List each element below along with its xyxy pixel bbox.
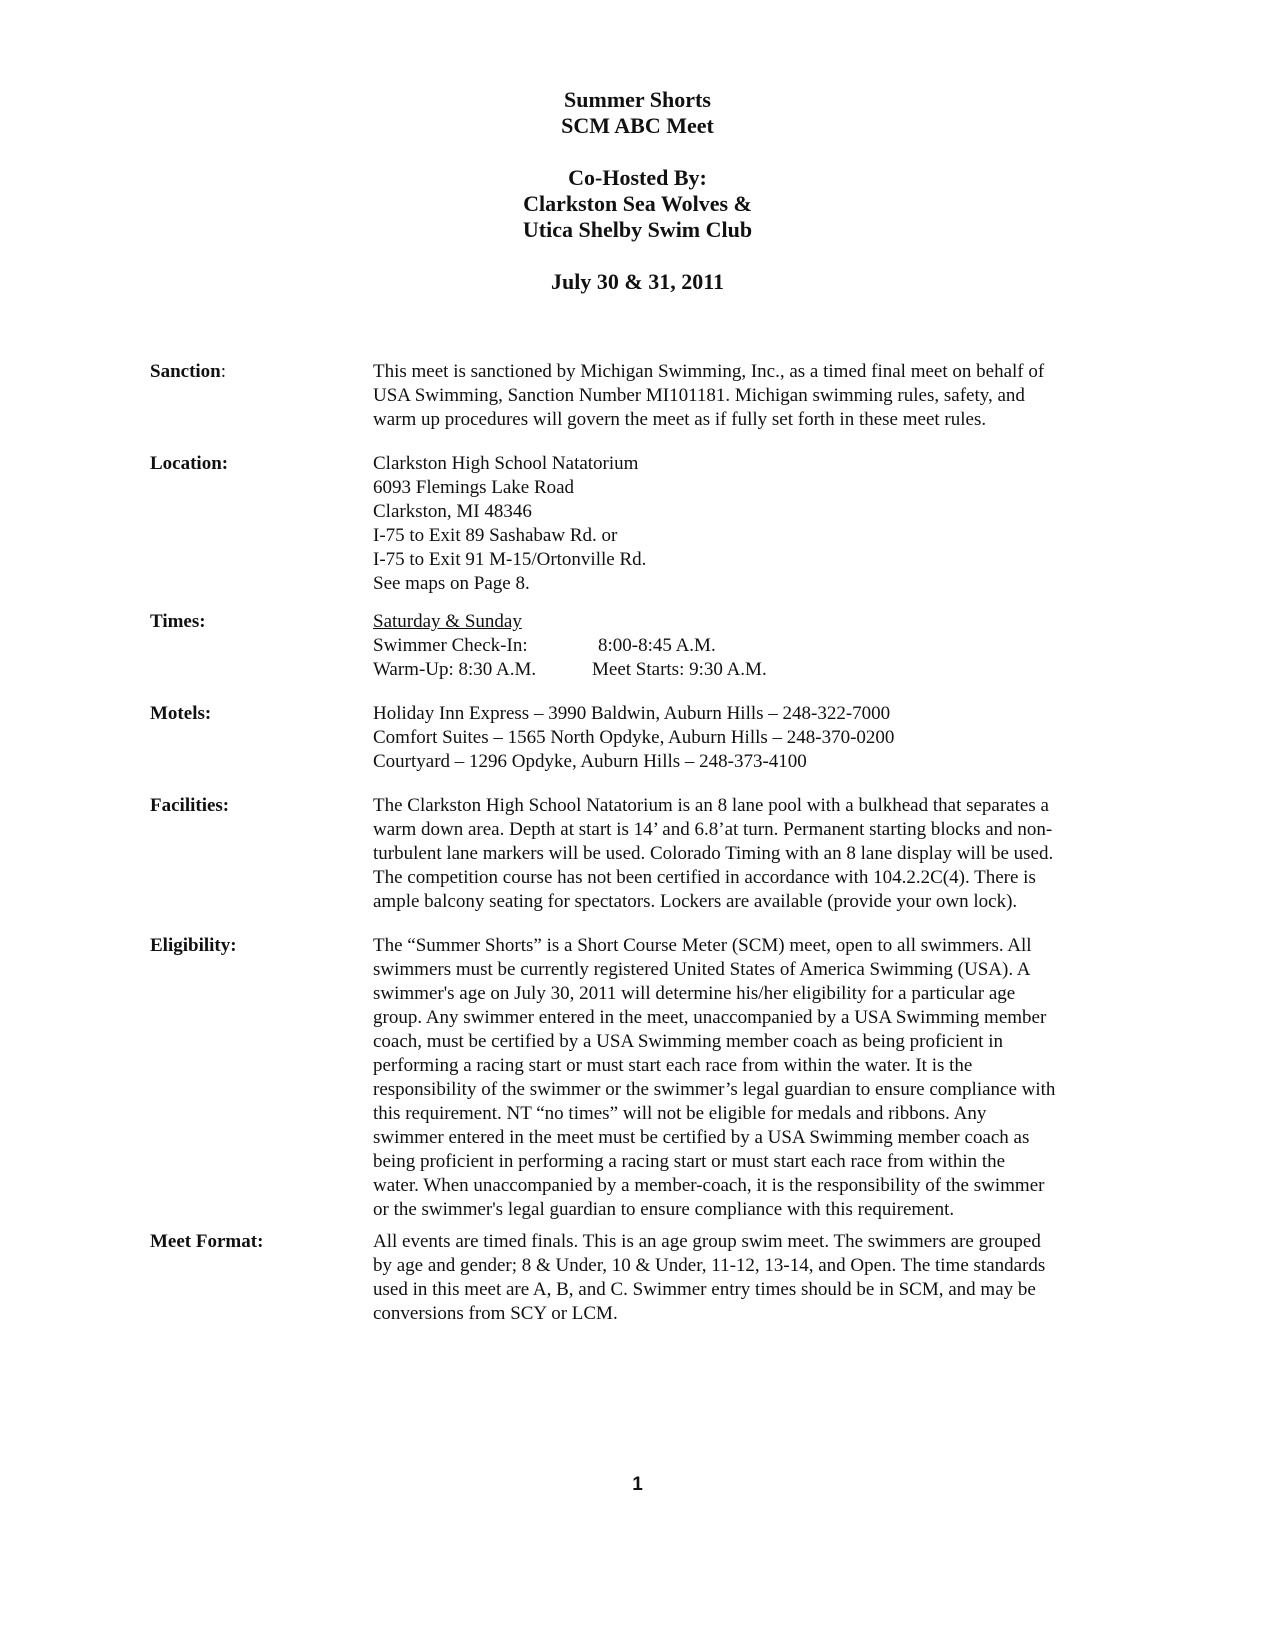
eligibility-line: swimmer's age on July 30, 2011 will determine his/her eligibility for a particular age — [373, 983, 1016, 1004]
motel-line: Courtyard – 1296 Opdyke, Auburn Hills – 248-373-4100 — [373, 751, 807, 772]
eligibility-line: water. When unaccompanied by a member-coach, it is the responsibility of the swimmer — [373, 1175, 1045, 1196]
warmup-row — [373, 658, 1130, 682]
eligibility-line: The “Summer Shorts” is a Short Course Meter (SCM) meet, open to all swimmers. All — [373, 935, 1032, 956]
motels-label: Motels: — [150, 703, 212, 724]
location-line: See maps on Page 8. — [373, 573, 530, 594]
eligibility-line: coach, must be certified by a USA Swimming member coach as being proficient in — [373, 1031, 1003, 1052]
checkin-label: Swimmer Check-In: — [373, 635, 528, 656]
facilities-line: The Clarkston High School Natatorium is an 8 lane pool with a bulkhead that separates a — [373, 795, 1049, 816]
location-text — [373, 452, 1130, 596]
facilities-line: warm down area. Depth at start is 14’ and 6.8’at turn. Permanent starting blocks and non- — [373, 819, 1053, 840]
document-header — [0, 87, 1275, 295]
eligibility-line: swimmers must be currently registered United States of America Swimming (USA). A — [373, 959, 1031, 980]
sanction-line: This meet is sanctioned by Michigan Swimming, Inc., as a timed final meet on behalf of — [373, 361, 1045, 382]
meet-format-line: used in this meet are A, B, and C. Swimmer entry times should be in SCM, and may be — [373, 1279, 1036, 1300]
times-days: Saturday & Sunday — [373, 611, 522, 632]
location-line: Clarkston, MI 48346 — [373, 501, 532, 522]
facilities-line: ample balcony seating for spectators. Lockers are available (provide your own lock). — [373, 891, 1018, 912]
meet-start-time: Meet Starts: 9:30 A.M. — [592, 659, 767, 680]
meet-format-text — [373, 1230, 1130, 1326]
host-club-1: Clarkston Sea Wolves & — [523, 191, 752, 216]
eligibility-line: being proficient in performing a racing start or must start each race from within the — [373, 1151, 1006, 1172]
motel-line: Holiday Inn Express – 3990 Baldwin, Auburn Hills – 248-322-7000 — [373, 703, 891, 724]
meet-subtitle: SCM ABC Meet — [561, 113, 714, 138]
facilities-label: Facilities: — [150, 795, 230, 816]
sanction-line: USA Swimming, Sanction Number MI101181. Michigan swimming rules, safety, and — [373, 385, 1025, 406]
eligibility-line: responsibility of the swimmer or the swimmer’s legal guardian to ensure compliance with — [373, 1079, 1056, 1100]
meet-title: Summer Shorts — [564, 87, 711, 112]
meet-date: July 30 & 31, 2011 — [551, 269, 724, 294]
sanction-line: warm up procedures will govern the meet as if fully set forth in these meet rules. — [373, 409, 987, 430]
cohost-label: Co-Hosted By: — [568, 165, 707, 190]
facilities-line: The competition course has not been certified in accordance with 104.2.2C(4). There is — [373, 867, 1036, 888]
warmup-time: Warm-Up: 8:30 A.M. — [373, 659, 537, 680]
times-text — [373, 610, 1130, 682]
checkin-row — [373, 634, 1130, 658]
location-line: I-75 to Exit 89 Sashabaw Rd. or — [373, 525, 618, 546]
checkin-time: 8:00-8:45 A.M. — [598, 635, 716, 656]
location-line: I-75 to Exit 91 M-15/Ortonville Rd. — [373, 549, 647, 570]
meet-format-line: conversions from SCY or LCM. — [373, 1303, 618, 1324]
eligibility-line: this requirement. NT “no times” will not be eligible for medals and ribbons. Any — [373, 1103, 987, 1124]
eligibility-line: or the swimmer's legal guardian to ensure compliance with this requirement. — [373, 1199, 955, 1220]
eligibility-text — [373, 934, 1130, 1222]
location-line: Clarkston High School Natatorium — [373, 453, 639, 474]
meet-format-line: by age and gender; 8 & Under, 10 & Under, 11-12, 13-14, and Open. The time standards — [373, 1255, 1046, 1276]
motel-line: Comfort Suites – 1565 North Opdyke, Auburn Hills – 248-370-0200 — [373, 727, 895, 748]
meet-format-label: Meet Format: — [150, 1231, 264, 1252]
location-label: Location: — [150, 453, 229, 474]
eligibility-label: Eligibility: — [150, 935, 237, 956]
meet-format-line: All events are timed finals. This is an age group swim meet. The swimmers are grouped — [373, 1231, 1041, 1252]
motels-text — [373, 702, 1130, 774]
sanction-text — [373, 360, 1130, 432]
location-line: 6093 Flemings Lake Road — [373, 477, 575, 498]
sanction-label: Sanction: — [150, 361, 227, 382]
times-label: Times: — [150, 611, 206, 632]
eligibility-line: group. Any swimmer entered in the meet, unaccompanied by a USA Swimming member — [373, 1007, 1047, 1028]
facilities-line: turbulent lane markers will be used. Colorado Timing with an 8 lane display will be used. — [373, 843, 1054, 864]
host-club-2: Utica Shelby Swim Club — [522, 217, 753, 242]
page-number: 1 — [632, 1474, 643, 1495]
facilities-text — [373, 794, 1130, 914]
eligibility-line: performing a racing start or must start each race from within the water. It is the — [373, 1055, 973, 1076]
eligibility-line: swimmer entered in the meet must be certified by a USA Swimming member coach as — [373, 1127, 1030, 1148]
